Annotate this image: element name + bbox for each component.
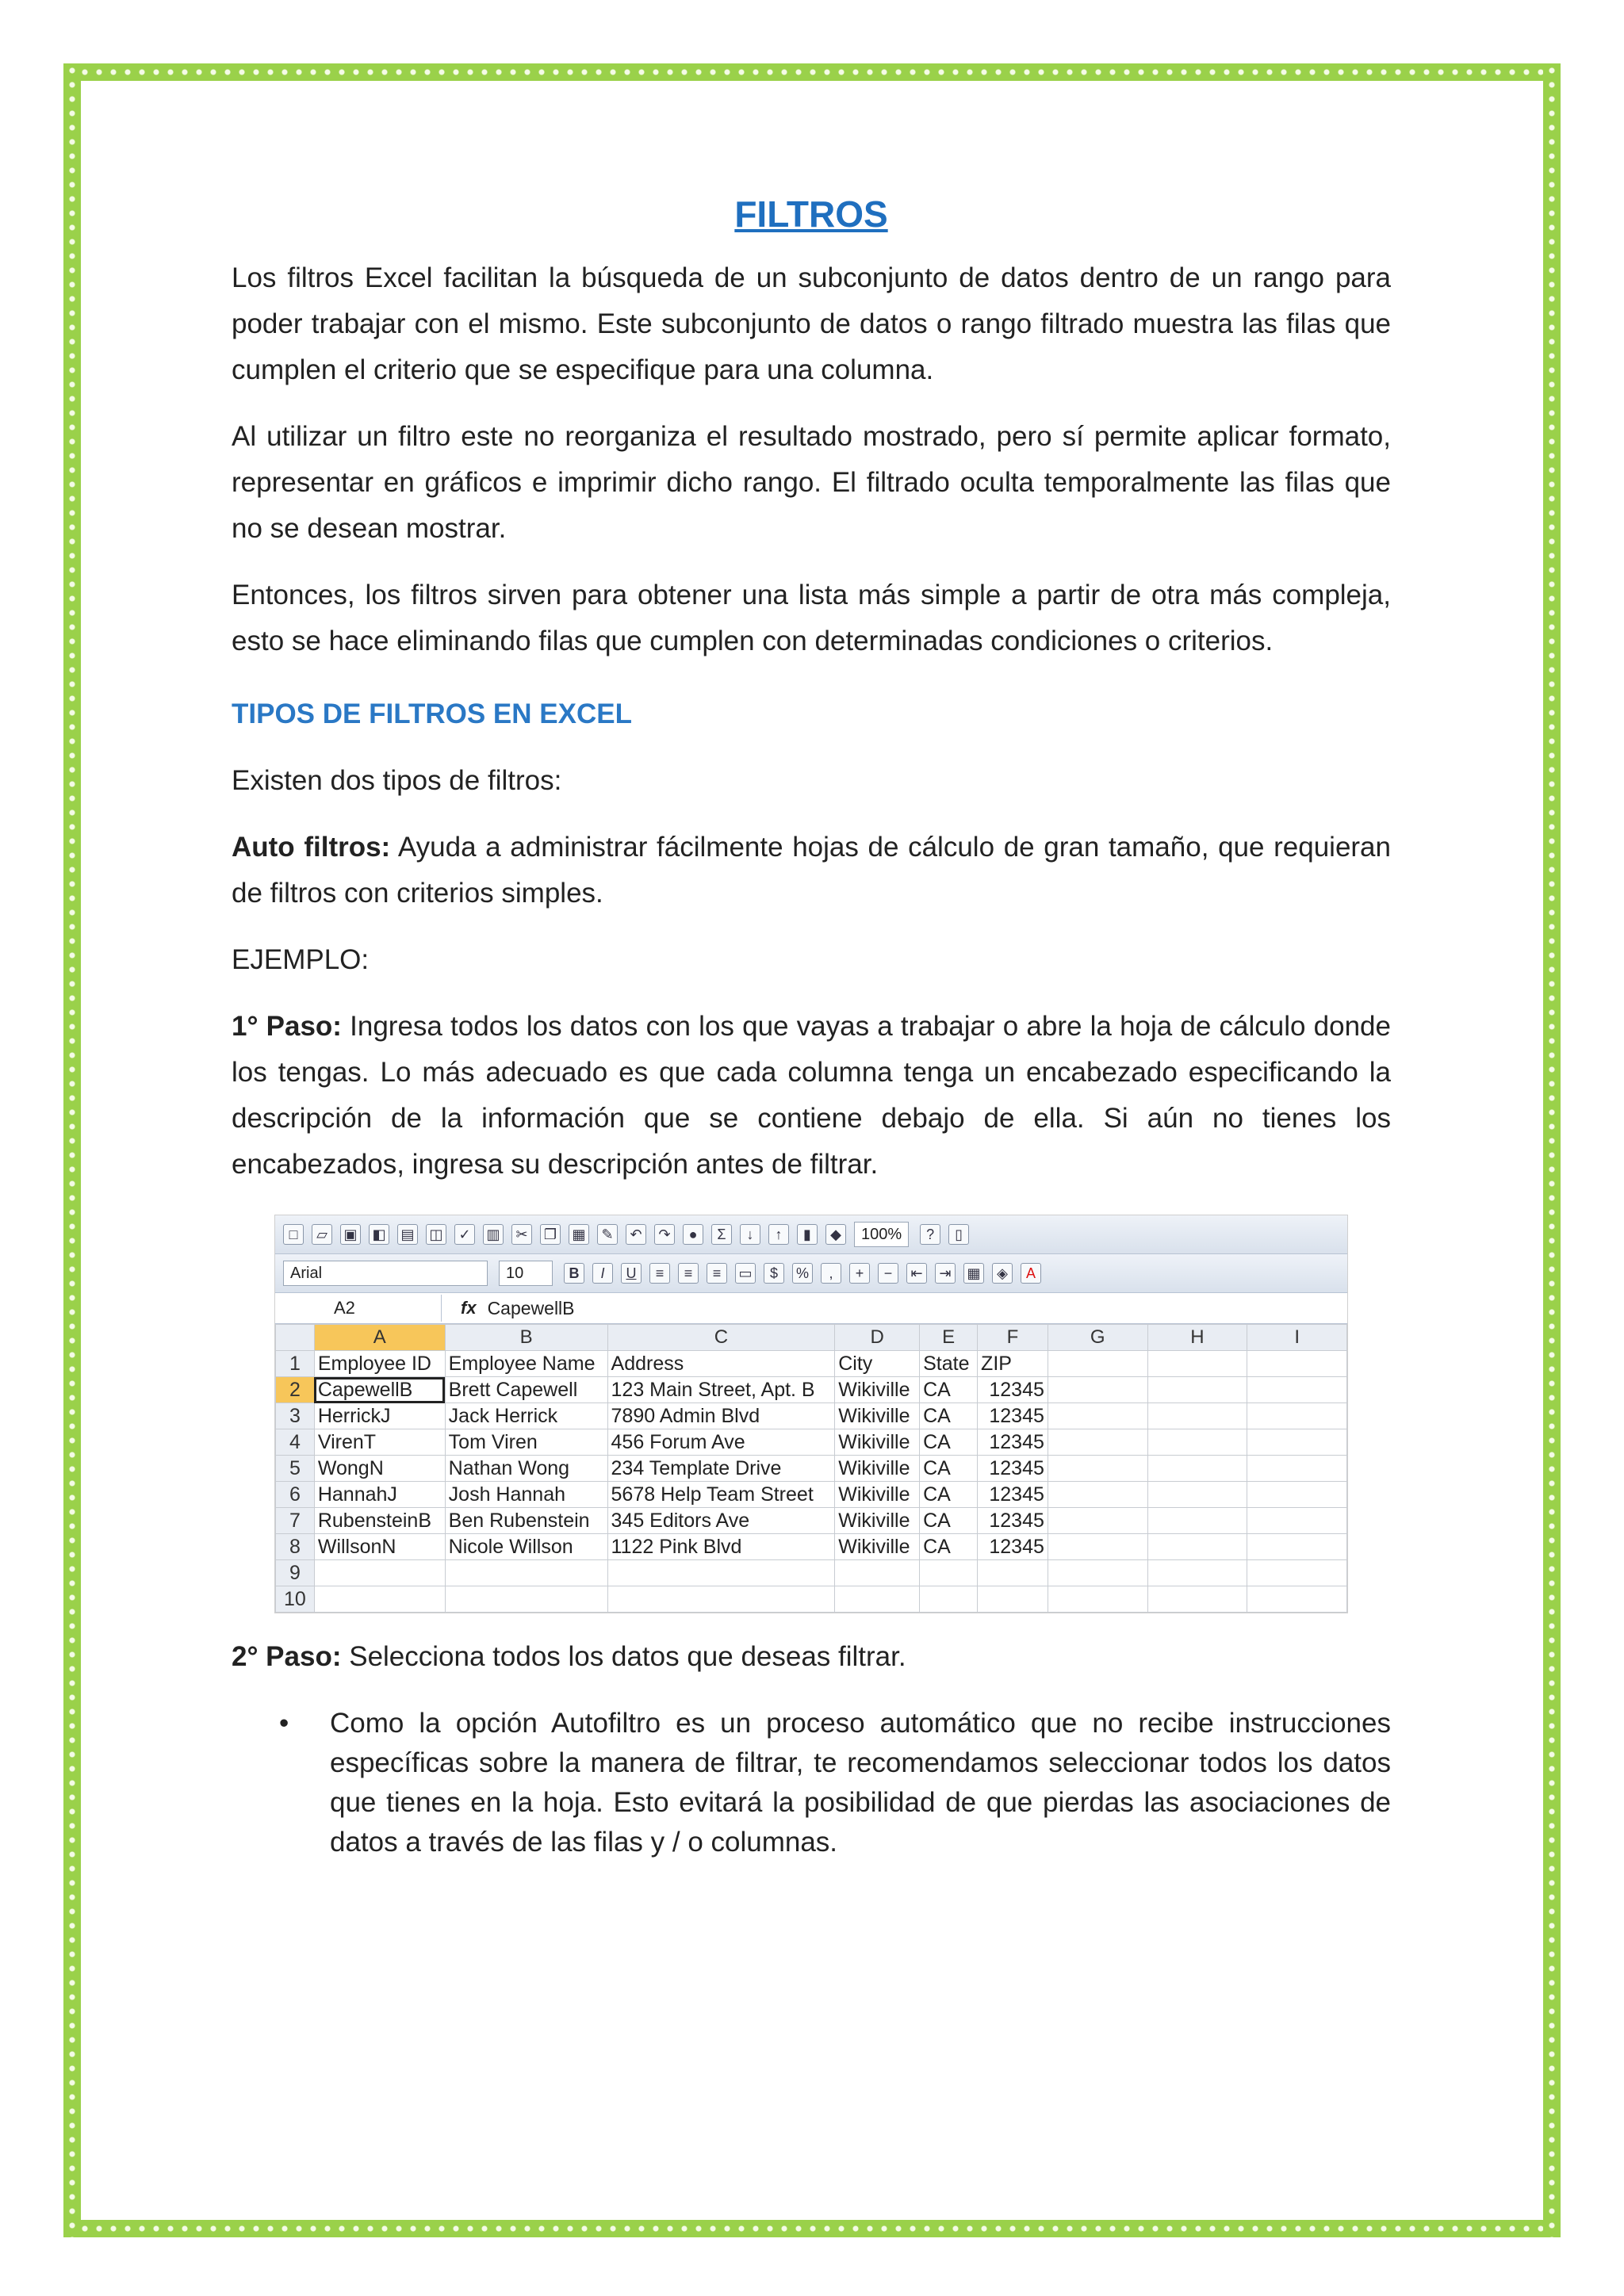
cell[interactable]: Tom Viren (445, 1429, 607, 1456)
format-painter-icon[interactable]: ✎ (597, 1224, 618, 1245)
section-heading: TIPOS DE FILTROS EN EXCEL (232, 698, 632, 729)
row-header[interactable]: 4 (276, 1429, 315, 1456)
table-row (276, 1429, 1347, 1456)
cell[interactable] (1147, 1586, 1247, 1613)
table-row (276, 1560, 1347, 1586)
autofiltros-label: Auto filtros: (232, 832, 391, 863)
sort-ascending-icon[interactable]: ↓ (740, 1224, 760, 1245)
cell[interactable] (1048, 1429, 1147, 1456)
cell[interactable] (920, 1586, 978, 1613)
cell[interactable] (1247, 1377, 1347, 1403)
name-box[interactable]: A2 (275, 1295, 442, 1322)
cell[interactable] (1048, 1586, 1147, 1613)
cell[interactable]: Jack Herrick (445, 1403, 607, 1429)
step2-text: Selecciona todos los datos que deseas filtrar. (341, 1641, 906, 1672)
row-header[interactable]: 6 (276, 1482, 315, 1508)
cell[interactable]: ZIP (978, 1351, 1048, 1377)
cell[interactable]: Ben Rubenstein (445, 1508, 607, 1534)
cell[interactable]: Wikiville (835, 1508, 920, 1534)
cell[interactable] (1247, 1456, 1347, 1482)
cell[interactable] (607, 1586, 835, 1613)
align-left-icon[interactable]: ≡ (649, 1263, 670, 1284)
table-row (276, 1351, 1347, 1377)
cell[interactable] (978, 1560, 1048, 1586)
font-size-select[interactable]: 10 (499, 1261, 553, 1286)
permission-icon[interactable]: ◧ (369, 1224, 389, 1245)
align-right-icon[interactable]: ≡ (707, 1263, 727, 1284)
reading-mode-icon[interactable]: ▯ (948, 1224, 969, 1245)
column-header[interactable]: C (607, 1325, 835, 1351)
cell[interactable]: HannahJ (314, 1482, 445, 1508)
cell[interactable]: CA (920, 1403, 978, 1429)
cell[interactable] (1048, 1534, 1147, 1560)
cell[interactable] (314, 1560, 445, 1586)
row-header[interactable]: 5 (276, 1456, 315, 1482)
spreadsheet-grid (275, 1324, 1347, 1613)
cell[interactable]: Wikiville (835, 1482, 920, 1508)
autofiltros-text: Ayuda a administrar fácilmente hojas de cálculo de gran tamaño, que requieran de filtros con criterios simples. (232, 832, 1391, 909)
redo-icon[interactable]: ↷ (654, 1224, 675, 1245)
cell[interactable] (920, 1560, 978, 1586)
bullet-text: Como la opción Autofiltro es un proceso automático que no recibe instrucciones específicas sobre la manera de filtrar, te recomendamos seleccionar todos los datos que tienes en la hoja. Esto evitará la posibilidad de que pierdas las asociaciones de datos a través de las filas y / o columnas. (330, 1708, 1391, 1858)
row-header[interactable]: 3 (276, 1403, 315, 1429)
cell[interactable] (445, 1560, 607, 1586)
cell[interactable]: CA (920, 1482, 978, 1508)
row-header[interactable]: 7 (276, 1508, 315, 1534)
cell[interactable] (1048, 1403, 1147, 1429)
cell[interactable]: 12345 (978, 1456, 1048, 1482)
column-header[interactable]: H (1147, 1325, 1247, 1351)
font-color-icon[interactable]: A (1021, 1263, 1041, 1284)
sort-descending-icon[interactable]: ↑ (768, 1224, 789, 1245)
formula-value[interactable]: CapewellB (487, 1298, 575, 1318)
cell[interactable] (607, 1560, 835, 1586)
formula-bar (275, 1293, 1347, 1324)
cell[interactable] (1147, 1429, 1247, 1456)
cell[interactable] (1147, 1508, 1247, 1534)
table-row (276, 1377, 1347, 1403)
cell[interactable] (1147, 1377, 1247, 1403)
cell[interactable] (1247, 1351, 1347, 1377)
print-preview-icon[interactable]: ◫ (426, 1224, 446, 1245)
cell[interactable]: 5678 Help Team Street (607, 1482, 835, 1508)
cell[interactable] (1147, 1456, 1247, 1482)
cell[interactable]: Address (607, 1351, 835, 1377)
research-icon[interactable]: ▥ (483, 1224, 504, 1245)
cell[interactable] (835, 1586, 920, 1613)
cell[interactable] (1247, 1403, 1347, 1429)
example-label: EJEMPLO: (232, 944, 370, 975)
currency-icon[interactable]: $ (764, 1263, 784, 1284)
page-border-right (1543, 63, 1561, 2237)
cell[interactable]: Nathan Wong (445, 1456, 607, 1482)
column-header[interactable]: E (920, 1325, 978, 1351)
step2-paragraph (232, 1634, 1391, 1680)
cell[interactable]: 12345 (978, 1508, 1048, 1534)
cell[interactable] (1147, 1482, 1247, 1508)
cell[interactable]: CA (920, 1429, 978, 1456)
row-header[interactable]: 1 (276, 1351, 315, 1377)
cell[interactable] (1048, 1508, 1147, 1534)
cell[interactable]: 12345 (978, 1403, 1048, 1429)
cell[interactable]: CA (920, 1377, 978, 1403)
step1-label: 1° Paso: (232, 1011, 342, 1042)
decrease-indent-icon[interactable]: ⇤ (906, 1263, 927, 1284)
spelling-icon[interactable]: ✓ (454, 1224, 475, 1245)
cell[interactable] (978, 1586, 1048, 1613)
cell[interactable]: 123 Main Street, Apt. B (607, 1377, 835, 1403)
hyperlink-icon[interactable]: ● (683, 1224, 703, 1245)
column-header[interactable]: A (314, 1325, 445, 1351)
cell[interactable]: Wikiville (835, 1377, 920, 1403)
help-icon[interactable]: ? (920, 1224, 940, 1245)
cell[interactable]: 12345 (978, 1429, 1048, 1456)
cell[interactable] (1048, 1560, 1147, 1586)
cell[interactable] (1247, 1508, 1347, 1534)
cell[interactable]: State (920, 1351, 978, 1377)
increase-decimal-icon[interactable]: + (849, 1263, 870, 1284)
cell[interactable]: 1122 Pink Blvd (607, 1534, 835, 1560)
cell[interactable]: Brett Capewell (445, 1377, 607, 1403)
cell[interactable]: 234 Template Drive (607, 1456, 835, 1482)
step2-label: 2° Paso: (232, 1641, 342, 1672)
cell[interactable]: Nicole Willson (445, 1534, 607, 1560)
row-header[interactable]: 10 (276, 1586, 315, 1613)
cell[interactable]: WongN (314, 1456, 445, 1482)
bullet-dot-icon: • (279, 1708, 289, 1739)
cell[interactable]: Wikiville (835, 1403, 920, 1429)
page-border-left (63, 63, 81, 2237)
cell[interactable]: Josh Hannah (445, 1482, 607, 1508)
borders-icon[interactable]: ▦ (963, 1263, 984, 1284)
column-header[interactable]: B (445, 1325, 607, 1351)
cell[interactable]: 12345 (978, 1377, 1048, 1403)
column-header[interactable]: D (835, 1325, 920, 1351)
cell[interactable]: 12345 (978, 1482, 1048, 1508)
list-item (232, 1704, 1391, 1862)
column-header[interactable]: G (1048, 1325, 1147, 1351)
page-title: FILTROS (734, 193, 888, 235)
cell[interactable] (1048, 1456, 1147, 1482)
cell[interactable]: HerrickJ (314, 1403, 445, 1429)
page-border-bottom (63, 2220, 1561, 2237)
cell[interactable] (445, 1586, 607, 1613)
cell[interactable] (1048, 1482, 1147, 1508)
cell[interactable]: RubensteinB (314, 1508, 445, 1534)
step1-text: Ingresa todos los datos con los que vayas a trabajar o abre la hoja de cálculo donde los tengas. Lo más adecuado es que cada columna tenga un encabezado especificando la descripción de la información que se contiene debajo de ella. Si aún no tienes los encabezados, ingresa su descripción antes de filtrar. (232, 1011, 1391, 1180)
cell[interactable]: Wikiville (835, 1429, 920, 1456)
font-name-select[interactable]: Arial (283, 1261, 488, 1286)
fx-icon[interactable]: fx (461, 1298, 477, 1318)
cell[interactable]: Employee ID (314, 1351, 445, 1377)
bold-icon[interactable]: B (564, 1263, 584, 1284)
underline-icon[interactable]: U (621, 1263, 642, 1284)
new-file-icon[interactable]: □ (283, 1224, 304, 1245)
column-header-row (276, 1325, 1347, 1351)
cell[interactable]: CA (920, 1534, 978, 1560)
page-border-top (63, 63, 1561, 81)
drawing-icon[interactable]: ◆ (825, 1224, 846, 1245)
undo-icon[interactable]: ↶ (626, 1224, 646, 1245)
column-header[interactable]: F (978, 1325, 1048, 1351)
fill-color-icon[interactable]: ◈ (992, 1263, 1013, 1284)
cell[interactable] (1147, 1351, 1247, 1377)
cell[interactable] (1048, 1351, 1147, 1377)
cell[interactable]: WillsonN (314, 1534, 445, 1560)
bullet-list (232, 1704, 1391, 1862)
chart-wizard-icon[interactable]: ▮ (797, 1224, 818, 1245)
cell[interactable]: VirenT (314, 1429, 445, 1456)
row-header[interactable]: 8 (276, 1534, 315, 1560)
cell[interactable]: 12345 (978, 1534, 1048, 1560)
cell[interactable]: CA (920, 1508, 978, 1534)
autosum-icon[interactable]: Σ (711, 1224, 732, 1245)
cell[interactable] (1247, 1429, 1347, 1456)
table-row (276, 1456, 1347, 1482)
table-row (276, 1482, 1347, 1508)
paste-icon[interactable]: ▦ (569, 1224, 589, 1245)
cell[interactable]: Wikiville (835, 1456, 920, 1482)
cell[interactable]: City (835, 1351, 920, 1377)
cell[interactable] (1147, 1534, 1247, 1560)
cell[interactable]: CA (920, 1456, 978, 1482)
paragraph-3: Entonces, los filtros sirven para obtener una lista más simple a partir de otra más compleja, esto se hace eliminando filas que cumplen con determinadas condiciones o criterios. (232, 580, 1391, 656)
copy-icon[interactable]: ❐ (540, 1224, 561, 1245)
cell[interactable]: 456 Forum Ave (607, 1429, 835, 1456)
cell[interactable] (835, 1560, 920, 1586)
merge-center-icon[interactable]: ▭ (735, 1263, 756, 1284)
cell[interactable]: Wikiville (835, 1534, 920, 1560)
active-cell[interactable]: CapewellB (314, 1377, 445, 1403)
cell[interactable] (1247, 1586, 1347, 1613)
zoom-select[interactable]: 100% (854, 1222, 909, 1247)
cell[interactable] (314, 1586, 445, 1613)
cell[interactable]: 7890 Admin Blvd (607, 1403, 835, 1429)
cell[interactable] (1147, 1403, 1247, 1429)
table-row (276, 1403, 1347, 1429)
autofiltros-paragraph (232, 825, 1391, 916)
select-all-corner[interactable] (276, 1325, 315, 1351)
align-center-icon[interactable]: ≡ (678, 1263, 699, 1284)
document-body (232, 190, 1391, 1862)
cell[interactable]: 345 Editors Ave (607, 1508, 835, 1534)
italic-icon[interactable]: I (592, 1263, 613, 1284)
paragraph-2: Al utilizar un filtro este no reorganiza el resultado mostrado, pero sí permite aplicar formato, representar en gráficos e imprimir dicho rango. El filtrado oculta temporalmente las filas que no se desean mostrar. (232, 421, 1391, 544)
percent-icon[interactable]: % (792, 1263, 813, 1284)
cell[interactable] (1247, 1560, 1347, 1586)
cut-icon[interactable]: ✂ (511, 1224, 532, 1245)
cell[interactable] (1147, 1560, 1247, 1586)
cell[interactable]: Employee Name (445, 1351, 607, 1377)
table-row (276, 1586, 1347, 1613)
excel-formatting-toolbar (275, 1254, 1347, 1293)
table-row (276, 1508, 1347, 1534)
row-header[interactable]: 9 (276, 1560, 315, 1586)
step1-paragraph (232, 1004, 1391, 1188)
cell[interactable] (1247, 1534, 1347, 1560)
table-row (276, 1534, 1347, 1560)
row-header[interactable]: 2 (276, 1377, 315, 1403)
decrease-decimal-icon[interactable]: − (878, 1263, 898, 1284)
comma-style-icon[interactable]: , (821, 1263, 841, 1284)
cell[interactable] (1247, 1482, 1347, 1508)
save-icon[interactable]: ▣ (340, 1224, 361, 1245)
excel-standard-toolbar (275, 1215, 1347, 1254)
increase-indent-icon[interactable]: ⇥ (935, 1263, 956, 1284)
paragraph-1: Los filtros Excel facilitan la búsqueda de un subconjunto de datos dentro de un rango para poder trabajar con el mismo. Este subconjunto de datos o rango filtrado muestra las filas que cumplen el criterio que se especifique para una columna. (232, 262, 1391, 385)
print-icon[interactable]: ▤ (397, 1224, 418, 1245)
cell[interactable] (1048, 1377, 1147, 1403)
column-header[interactable]: I (1247, 1325, 1347, 1351)
excel-screenshot (274, 1215, 1348, 1613)
open-folder-icon[interactable]: ▱ (312, 1224, 332, 1245)
types-intro: Existen dos tipos de filtros: (232, 765, 562, 796)
